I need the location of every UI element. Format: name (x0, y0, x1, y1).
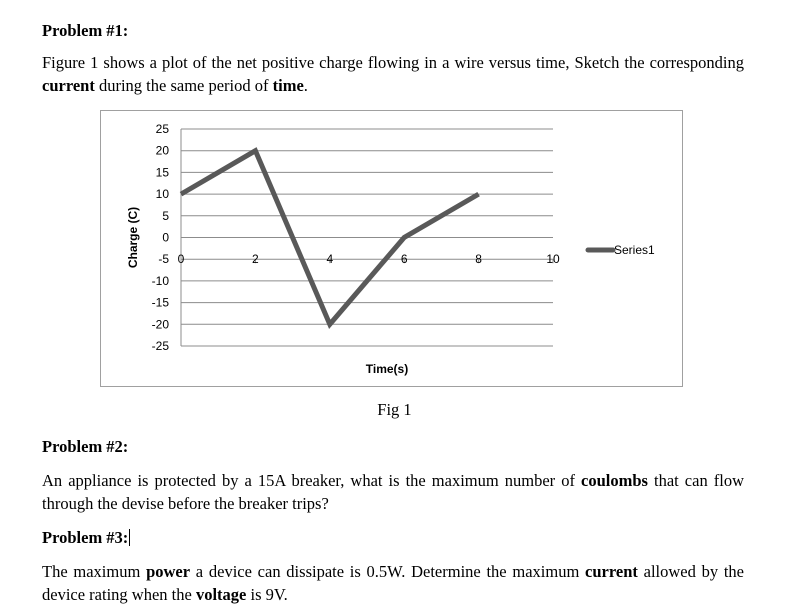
y-tick-label: -20 (151, 317, 169, 332)
x-tick-label: 10 (546, 252, 560, 267)
text-bold: voltage (195, 585, 247, 604)
text-bold: current (585, 562, 638, 581)
y-tick-label: 0 (162, 230, 169, 245)
x-tick-label: 4 (326, 252, 334, 267)
problem1-heading: Problem #1: (42, 21, 129, 40)
y-tick-label: 10 (155, 187, 169, 202)
text: An appliance is protected by a 15A breaker, what is the maximum number of (42, 471, 582, 490)
text: that can flow through the devise before the breaker trips? (42, 471, 744, 513)
chart-svg (101, 111, 684, 388)
y-tick-label: -15 (151, 295, 169, 310)
text: Figure 1 shows a plot of the net positive charge flowing in a wire versus time, Sketch the corresponding (42, 53, 744, 72)
y-tick-label: -10 (151, 273, 169, 288)
text: is 9V. (246, 585, 288, 604)
y-tick-label: -25 (151, 339, 169, 353)
y-tick-label: 15 (155, 165, 169, 180)
y-tick-label: 5 (162, 208, 169, 223)
problem3-heading[interactable] (42, 526, 744, 549)
y-axis-title: Charge (C) (126, 206, 140, 269)
y-tick-label: -5 (158, 252, 169, 267)
x-tick-label: 2 (252, 252, 259, 267)
text-bold: current (42, 76, 95, 95)
x-tick-label: 0 (177, 252, 185, 267)
y-tick-label: 20 (155, 143, 169, 158)
charge-vs-time-chart (100, 110, 683, 387)
text: a device can dissipate is 0.5W. Determine the maximum (190, 562, 586, 581)
problem1-text (42, 51, 744, 97)
figure-caption: Fig 1 (377, 400, 412, 419)
text: allowed by the device rating when the (42, 562, 744, 604)
text-cursor (129, 529, 130, 546)
legend-label: Series1 (614, 243, 655, 257)
problem2-heading: Problem #2: (42, 437, 129, 456)
problem2-text (42, 469, 744, 515)
text: . (303, 76, 308, 95)
text: The maximum (42, 562, 147, 581)
x-axis-title: Time(s) (365, 362, 409, 376)
text-bold: time (272, 76, 304, 95)
problem3-heading-text: Problem #3: (42, 528, 129, 547)
text-bold: power (146, 562, 191, 581)
y-tick-label: 25 (155, 122, 169, 136)
text-bold: coulombs (581, 471, 648, 490)
text: during the same period of (94, 76, 273, 95)
problem3-text (42, 560, 744, 606)
x-tick-label: 8 (475, 252, 482, 267)
x-tick-label: 6 (400, 252, 408, 267)
